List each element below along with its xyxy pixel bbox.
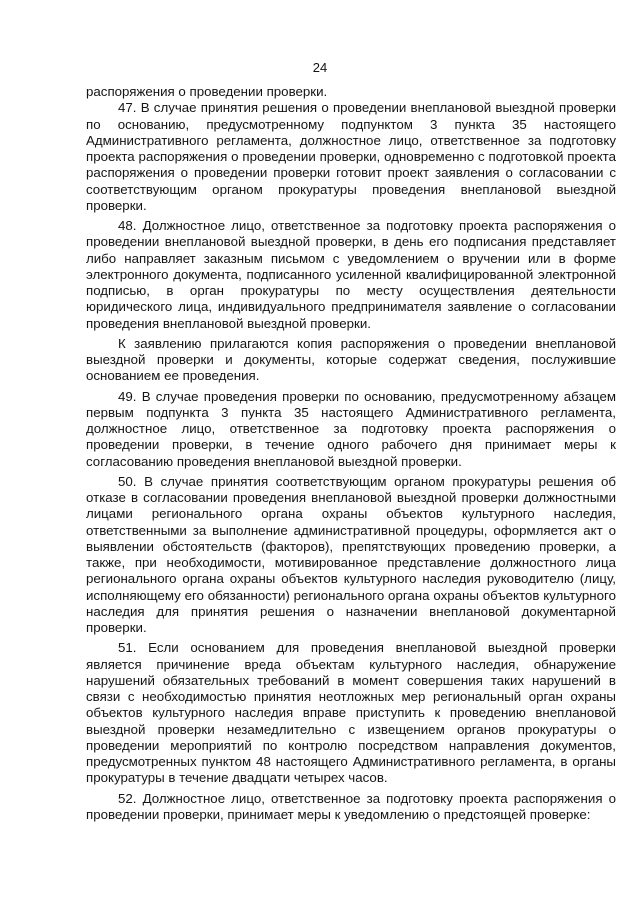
paragraph-49: 49. В случае проведения проверки по основанию, предусмотренному абзацем первым подпункта 3 пункта 35 настоящего Административного регламента, должностное лицо, ответственное за подготовку проекта распоряжения о проведении проверки, в течение одного рабочего дня принимает меры к согласованию проведения внеплановой выездной проверки.: [86, 388, 616, 469]
paragraph-47: 47. В случае принятия решения о проведении внеплановой выездной проверки по основанию, предусмотренному подпунктом 3 пункта 35 настоящего Административного регламента, должностное лицо, ответственное за подготовку проекта распоряжения о проведении проверки, одновременно с подготовкой проекта распоряжения о проведении проверки готовит проект заявления о согласовании с соответствующим органом прокуратуры проведения внеплановой выездной проверки.: [86, 100, 616, 213]
paragraph-continuation: распоряжения о проведении проверки.: [86, 84, 328, 99]
paragraph-48: 48. Должностное лицо, ответственное за подготовку проекта распоряжения о проведении внеплановой выездной проверки, в день его подписания представляет либо направляет заказным письмом с уведомлением о вручении или в форме электронного документа, подписанного усиленной квалифицированной электронной подписью, в орган прокуратуры по месту осуществления деятельности юридического лица, индивидуального предпринимателя заявление о согласовании проведения внеплановой выездной проверки.: [86, 218, 616, 331]
paragraph-51: 51. Если основанием для проведения внеплановой выездной проверки является причинение вреда объектам культурного наследия, обнаружение нарушений обязательных требований в момент совершения таких нарушений в связи с необходимостью принятия неотложных мер региональный орган охраны объектов культурного наследия вправе приступить к проведению внеплановой выездной проверки незамедлительно с извещением органов прокуратуры о проведении мероприятий по контролю посредством направления документов, предусмотренных пунктом 48 настоящего Административного регламента, в органы прокуратуры в течение двадцати четырех часов.: [86, 640, 616, 786]
page-number: 24: [312, 60, 328, 75]
paragraph-52: 52. Должностное лицо, ответственное за подготовку проекта распоряжения о проведении проверки, принимает меры к уведомлению о предстоящей проверке:: [86, 790, 616, 822]
paragraph-48-attachment: К заявлению прилагаются копия распоряжения о проведении внеплановой выездной проверки и документы, которые содержат сведения, послужившие основанием ее проведения.: [86, 335, 616, 384]
paragraph-50: 50. В случае принятия соответствующим органом прокуратуры решения об отказе в согласовании проведения внеплановой выездной проверки должностными лицами регионального органа охраны объектов культурного наследия, ответственными за выполнение административной процедуры, оформляется акт о выявлении обстоятельств (факторов), препятствующих проведению проверки, а также, при необходимости, мотивированное представление должностного лица регионального органа охраны объектов культурного наследия руководителю (лицу, исполняющему его обязанности) регионального органа охраны объектов культурного наследия для принятия решения о назначении внеплановой документарной проверки.: [86, 473, 616, 635]
document-body: [86, 84, 616, 827]
